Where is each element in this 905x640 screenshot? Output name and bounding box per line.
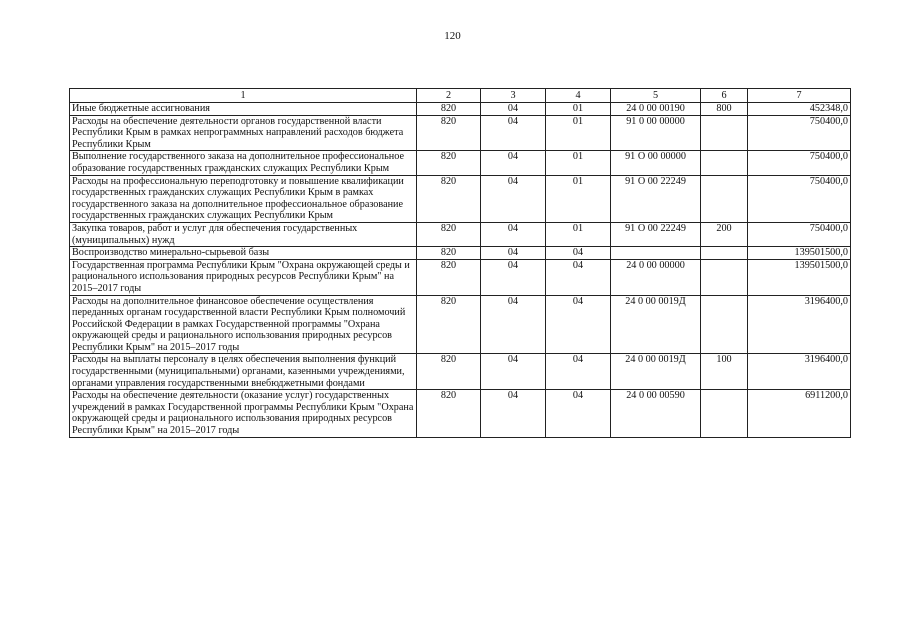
table-row <box>70 222 851 246</box>
header-row <box>70 89 851 103</box>
cell-pr: 04 <box>546 259 611 295</box>
cell-vr <box>701 390 748 437</box>
cell-vr <box>701 259 748 295</box>
cell-grbs: 820 <box>417 103 481 116</box>
cell-rz: 04 <box>481 247 546 260</box>
header-col-5: 5 <box>611 89 701 103</box>
cell-sum: 139501500,0 <box>748 259 851 295</box>
table-row <box>70 115 851 151</box>
cell-pr: 04 <box>546 354 611 390</box>
cell-sum: 139501500,0 <box>748 247 851 260</box>
table-row <box>70 175 851 222</box>
cell-grbs: 820 <box>417 259 481 295</box>
cell-csr: 91 О 00 22249 <box>611 175 701 222</box>
cell-rz: 04 <box>481 259 546 295</box>
cell-vr: 200 <box>701 222 748 246</box>
cell-sum: 3196400,0 <box>748 295 851 354</box>
cell-sum: 750400,0 <box>748 115 851 151</box>
cell-grbs: 820 <box>417 222 481 246</box>
cell-rz: 04 <box>481 222 546 246</box>
cell-sum: 452348,0 <box>748 103 851 116</box>
cell-name: Расходы на обеспечение деятельности органов государственной власти Республики Крым в рамках непрограммных направлений расходов бюджета Республики Крым <box>70 115 417 151</box>
header-col-7: 7 <box>748 89 851 103</box>
cell-vr <box>701 247 748 260</box>
table-body <box>70 103 851 438</box>
header-col-4: 4 <box>546 89 611 103</box>
table-row <box>70 151 851 175</box>
cell-grbs: 820 <box>417 151 481 175</box>
cell-name: Государственная программа Республики Крым "Охрана окружающей среды и рационального использования природных ресурсов Республики Крым" на 2015–2017 годы <box>70 259 417 295</box>
cell-vr: 800 <box>701 103 748 116</box>
cell-pr: 01 <box>546 103 611 116</box>
cell-name: Закупка товаров, работ и услуг для обеспечения государственных (муниципальных) нужд <box>70 222 417 246</box>
page-number: 120 <box>444 30 461 42</box>
cell-name: Воспроизводство минерально-сырьевой базы <box>70 247 417 260</box>
table-row <box>70 354 851 390</box>
cell-csr: 91 О 00 00000 <box>611 151 701 175</box>
header-col-6: 6 <box>701 89 748 103</box>
cell-csr: 91 0 00 00000 <box>611 115 701 151</box>
cell-sum: 3196400,0 <box>748 354 851 390</box>
cell-name: Расходы на обеспечение деятельности (оказание услуг) государственных учреждений в рамках Государственной программы Республики Крым "Охрана окружающей среды и рационального использования природных ресурсов Республики Крым" на 2015–2017 годы <box>70 390 417 437</box>
cell-csr: 24 0 00 00190 <box>611 103 701 116</box>
cell-rz: 04 <box>481 151 546 175</box>
cell-sum: 750400,0 <box>748 222 851 246</box>
cell-pr: 01 <box>546 151 611 175</box>
header-col-1: 1 <box>70 89 417 103</box>
cell-csr: 24 0 00 0019Д <box>611 354 701 390</box>
cell-grbs: 820 <box>417 390 481 437</box>
cell-sum: 750400,0 <box>748 175 851 222</box>
cell-csr: 91 О 00 22249 <box>611 222 701 246</box>
cell-rz: 04 <box>481 390 546 437</box>
cell-grbs: 820 <box>417 354 481 390</box>
cell-vr <box>701 115 748 151</box>
header-col-3: 3 <box>481 89 546 103</box>
cell-grbs: 820 <box>417 247 481 260</box>
cell-rz: 04 <box>481 115 546 151</box>
cell-pr: 04 <box>546 247 611 260</box>
table-row <box>70 295 851 354</box>
cell-vr <box>701 151 748 175</box>
cell-name: Иные бюджетные ассигнования <box>70 103 417 116</box>
cell-rz: 04 <box>481 295 546 354</box>
cell-pr: 01 <box>546 222 611 246</box>
cell-rz: 04 <box>481 354 546 390</box>
cell-csr: 24 0 00 00000 <box>611 259 701 295</box>
cell-pr: 01 <box>546 175 611 222</box>
cell-pr: 04 <box>546 390 611 437</box>
table-row <box>70 390 851 437</box>
cell-rz: 04 <box>481 103 546 116</box>
budget-table <box>69 88 851 438</box>
cell-vr <box>701 295 748 354</box>
cell-vr: 100 <box>701 354 748 390</box>
cell-pr: 04 <box>546 295 611 354</box>
cell-pr: 01 <box>546 115 611 151</box>
cell-sum: 6911200,0 <box>748 390 851 437</box>
cell-vr <box>701 175 748 222</box>
cell-csr: 24 0 00 00590 <box>611 390 701 437</box>
cell-grbs: 820 <box>417 115 481 151</box>
cell-grbs: 820 <box>417 175 481 222</box>
cell-name: Расходы на профессиональную переподготовку и повышение квалификации государственных гражданских служащих Республики Крым в рамках государственного заказа на дополнительное профессиональное образование государственных гражданских служащих Республики Крым <box>70 175 417 222</box>
table-row <box>70 247 851 260</box>
table-row <box>70 103 851 116</box>
cell-grbs: 820 <box>417 295 481 354</box>
table-row <box>70 259 851 295</box>
cell-csr <box>611 247 701 260</box>
cell-name: Выполнение государственного заказа на дополнительное профессиональное образование государственных гражданских служащих Республики Крым <box>70 151 417 175</box>
cell-name: Расходы на выплаты персоналу в целях обеспечения выполнения функций государственными (муниципальными) органами, казенными учреждениями, органами управления государственными внебюджетными фондами <box>70 354 417 390</box>
cell-csr: 24 0 00 0019Д <box>611 295 701 354</box>
cell-name: Расходы на дополнительное финансовое обеспечение осуществления переданных органам государственной власти Республики Крым полномочий Российской Федерации в рамках Государственной программы "Охрана окружающей среды и рационального использования природных ресурсов Республики Крым" на 2015–2017 годы <box>70 295 417 354</box>
cell-sum: 750400,0 <box>748 151 851 175</box>
cell-rz: 04 <box>481 175 546 222</box>
header-col-2: 2 <box>417 89 481 103</box>
